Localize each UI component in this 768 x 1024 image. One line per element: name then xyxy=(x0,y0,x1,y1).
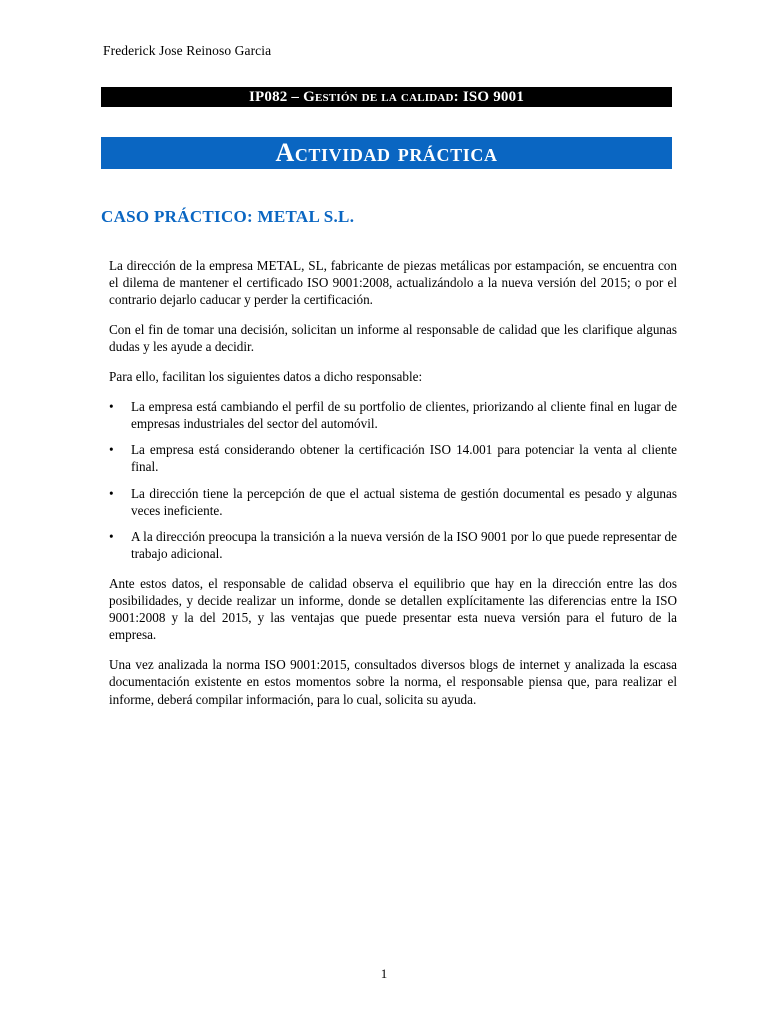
paragraph: Con el fin de tomar una decisión, solicitan un informe al responsable de calidad que les clarifique algunas dudas y les ayude a decidir. xyxy=(109,322,677,355)
paragraph: Para ello, facilitan los siguientes datos a dicho responsable: xyxy=(109,369,423,385)
list-item-text: La dirección tiene la percepción de que el actual sistema de gestión documental es pesado y algunas veces ineficiente. xyxy=(131,485,677,518)
bullet-list xyxy=(109,398,677,563)
list-item xyxy=(109,485,677,519)
list-item xyxy=(109,528,677,562)
bullet-icon: • xyxy=(109,398,114,414)
activity-title-bar: Actividad práctica xyxy=(101,137,672,169)
paragraph: La dirección de la empresa METAL, SL, fabricante de piezas metálicas por estampación, se encuentra con el dilema de mantener el certificado ISO 9001:2008, actualizándolo a la nueva versión del 2015; o por el contrario dejarlo caducar y perder la certificación. xyxy=(109,258,677,308)
paragraph: Una vez analizada la norma ISO 9001:2015, consultados diversos blogs de internet y analizada la escasa documentación existente en estos momentos sobre la norma, el responsable piensa que, para realizar el informe, deberá compilar información, para lo cual, solicita su ayuda. xyxy=(109,657,677,707)
list-item-text: La empresa está considerando obtener la certificación ISO 14.001 para potenciar la venta al cliente final. xyxy=(131,442,677,475)
list-item xyxy=(109,398,677,432)
header-author: Frederick Jose Reinoso Garcia xyxy=(103,43,272,58)
list-item-text: A la dirección preocupa la transición a la nueva versión de la ISO 9001 por lo que puede representar de trabajo adicional. xyxy=(131,528,677,562)
paragraph: Ante estos datos, el responsable de calidad observa el equilibrio que hay en la dirección entre las dos posibilidades, y decide realizar un informe, donde se detallen explícitamente las diferencias entre la ISO 9001:2008 y la del 2015, y las ventajas que puede presentar esta nueva versión para el futuro de la empresa. xyxy=(109,575,677,643)
document-body xyxy=(109,257,677,720)
page-number: 1 xyxy=(380,966,388,981)
bullet-icon: • xyxy=(109,442,114,458)
list-item xyxy=(109,441,677,475)
course-title-bar: IP082 – Gestión de la calidad: ISO 9001 xyxy=(101,87,672,107)
bullet-icon: • xyxy=(109,528,114,544)
section-heading: CASO PRÁCTICO: METAL S.L. xyxy=(101,207,355,226)
bullet-icon: • xyxy=(109,485,114,501)
list-item-text: La empresa está cambiando el perfil de su portfolio de clientes, priorizando al cliente final en lugar de empresas industriales del sector del automóvil. xyxy=(131,398,677,431)
